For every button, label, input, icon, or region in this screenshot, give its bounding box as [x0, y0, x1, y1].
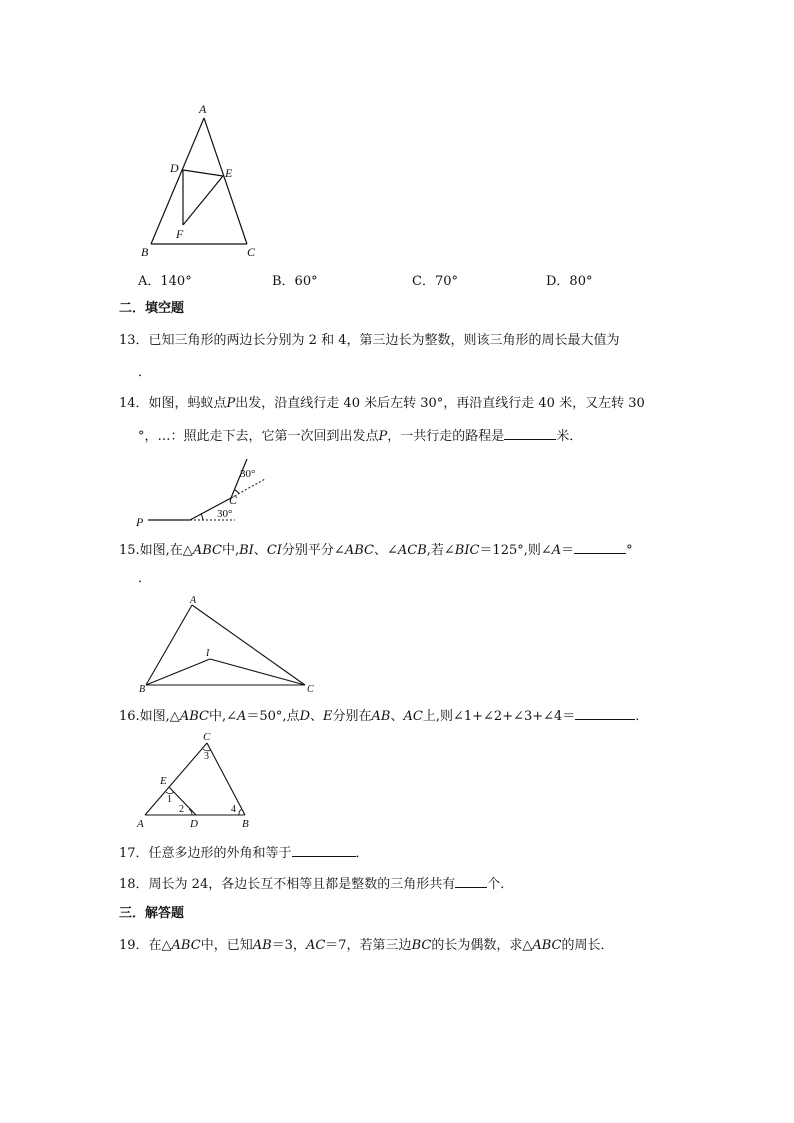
q12-side-ac	[204, 118, 247, 244]
q16-t2: ABC	[179, 709, 209, 724]
q15-t7: 分别平分∠	[281, 543, 345, 558]
q17-text: 17．任意多边形的外角和等于	[119, 846, 292, 861]
q16-t11: 、	[390, 709, 404, 724]
q15-line1	[119, 540, 633, 560]
q19-t11: 的周长．	[561, 938, 614, 953]
q15-t4: BI	[239, 543, 254, 558]
q16-t13: 上,则∠1+∠2+∠3+∠4＝	[422, 709, 576, 724]
q19-t1: 19．在△	[119, 938, 172, 953]
q12-side-ab	[151, 118, 204, 244]
q12-option-d: D．80°	[546, 274, 593, 289]
q12-label-d: D	[170, 161, 179, 175]
q18-text: 18．周长为 24，各边长互不相等且都是整数的三角形共有	[119, 877, 456, 892]
q19-t3: 中，已知	[200, 938, 253, 953]
q15-label-b: B	[139, 684, 146, 695]
q19-t2: ABC	[171, 938, 201, 953]
q12-segment-ef	[183, 176, 223, 225]
q15-segment-ci	[210, 659, 305, 685]
q16-t6: D	[299, 709, 310, 724]
q14-var-p2: P	[378, 429, 388, 444]
q19-t4: AB	[252, 938, 272, 953]
q16-t14: ．	[635, 709, 649, 724]
q19-t9: 的长为偶数，求△	[431, 938, 533, 953]
q19-t10: ABC	[532, 938, 562, 953]
q16-side-ac	[145, 743, 207, 815]
q12-option-b: B．60°	[272, 274, 318, 289]
q16-t9: 分别在	[332, 709, 372, 724]
q19-t8: BC	[411, 938, 432, 953]
q16-arc-4	[239, 809, 242, 815]
q16-angle-4: 4	[231, 804, 236, 815]
q14-label-p: P	[136, 515, 144, 529]
q16-label-c: C	[203, 731, 211, 743]
q14-text-c: °，…：照此走下去，它第一次回到出发点	[138, 429, 379, 444]
q16-angle-2: 2	[179, 804, 184, 815]
q14-angle-30-upper: 30°	[240, 468, 256, 480]
q12-segment-de	[183, 170, 223, 176]
q19-t6: AC	[305, 938, 326, 953]
q13-line1: 13．已知三角形的两边长分别为 2 和 4，第三边长为整数，则该三角形的周长最大值为	[119, 333, 620, 348]
q18-line	[119, 874, 513, 894]
q16-t12: AC	[403, 709, 423, 724]
q15-t6: CI	[266, 543, 282, 558]
q12-figure	[130, 98, 270, 263]
q16-label-a: A	[137, 818, 144, 830]
q16-t5: ＝50°,点	[246, 709, 300, 724]
q12-label-e: E	[225, 166, 233, 180]
q19-line	[119, 937, 613, 955]
q16-t7: 、	[310, 709, 324, 724]
q14-line2	[138, 426, 582, 446]
q16-t10: AB	[371, 709, 391, 724]
q15-t13: ＝125°,则∠	[479, 543, 552, 558]
q15-label-a: A	[190, 595, 197, 606]
q15-segment-bi	[146, 659, 210, 685]
q13-line2: ．	[138, 365, 152, 380]
q15-line2: ．	[138, 571, 152, 586]
q19-t5: ＝3，	[271, 938, 306, 953]
q14-text-d: ，一共行走的路程是	[387, 429, 505, 444]
q18-end: 个．	[487, 877, 514, 892]
q14-angle-30-lower: 30°	[217, 508, 233, 520]
q14-figure	[133, 455, 273, 530]
q12-option-c: C．70°	[412, 274, 458, 289]
q14-text-b: 出发，沿直线行走 40 米后左转 30°，再沿直线行走 40 米，又左转 30	[235, 396, 645, 411]
q14-label-c: C	[229, 493, 238, 507]
q14-text-e: 米．	[556, 429, 583, 444]
q19-t7: ＝7，若第三边	[325, 938, 412, 953]
q17-answer-blank[interactable]	[292, 843, 356, 857]
q16-figure	[134, 728, 259, 833]
q15-label-i: I	[206, 648, 210, 659]
q16-t8: E	[323, 709, 333, 724]
q16-label-e: E	[160, 775, 167, 787]
q16-angle-3: 3	[204, 751, 209, 762]
q15-t2: ABC	[192, 543, 222, 558]
q14-var-p: P	[226, 396, 236, 411]
q15-t11: ,若∠	[426, 543, 455, 558]
q17-line	[119, 843, 369, 863]
q16-line	[119, 706, 648, 726]
q16-answer-blank[interactable]	[575, 706, 635, 720]
q16-t4: A	[236, 709, 247, 724]
q14-arc-1	[201, 514, 203, 520]
q12-label-a: A	[199, 102, 207, 116]
q15-answer-blank[interactable]	[574, 540, 626, 554]
q15-side-ab	[146, 605, 192, 685]
q12-label-c: C	[247, 245, 256, 259]
q15-t15: ＝	[561, 543, 575, 558]
q12-label-b: B	[141, 245, 149, 259]
q12-option-a: A．140°	[138, 274, 192, 289]
q15-t3: 中,	[221, 543, 240, 558]
q15-t9: 、∠	[373, 543, 398, 558]
q15-t16: °	[626, 543, 633, 558]
q18-answer-blank[interactable]	[455, 874, 487, 888]
q15-t1: 15.如图,在△	[119, 543, 193, 558]
q16-side-bc	[207, 743, 245, 815]
q17-end: ．	[355, 846, 369, 861]
q16-label-b: B	[242, 818, 249, 830]
q15-t5: 、	[253, 543, 267, 558]
q15-label-c: C	[307, 684, 314, 695]
q15-side-ac	[192, 605, 305, 685]
q12-label-f: F	[176, 227, 184, 241]
q15-t12: BIC	[454, 543, 480, 558]
q15-t14: A	[551, 543, 562, 558]
q14-line1	[119, 395, 645, 413]
q16-t3: 中,∠	[208, 709, 237, 724]
q16-angle-1: 1	[167, 794, 172, 805]
q15-t8: ABC	[344, 543, 374, 558]
q15-t10: ACB	[397, 543, 427, 558]
q14-text-a: 14．如图，蚂蚁点	[119, 396, 227, 411]
q16-label-d: D	[190, 818, 198, 830]
section3-title: 三．解答题	[119, 906, 185, 921]
q15-figure	[135, 593, 325, 698]
q14-answer-blank[interactable]	[504, 426, 556, 440]
q16-t1: 16.如图,△	[119, 709, 180, 724]
section2-title: 二．填空题	[119, 301, 185, 316]
